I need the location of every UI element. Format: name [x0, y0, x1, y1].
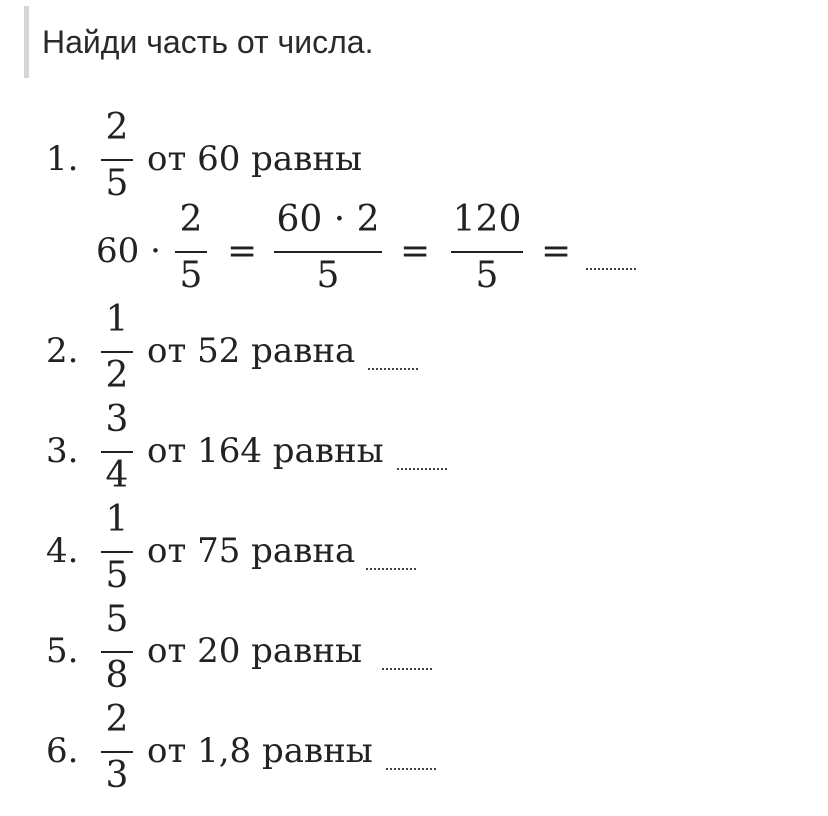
example-fraction-1	[173, 199, 209, 302]
answer-blank[interactable]	[586, 268, 636, 270]
example-multiplier: 60 ·	[96, 231, 161, 271]
fraction-denominator: 5	[316, 255, 340, 296]
fraction-bar	[101, 159, 133, 161]
fraction-denominator: 5	[179, 255, 203, 296]
problem-number: 2.	[46, 331, 79, 371]
problem-fraction	[99, 299, 135, 402]
problem-text: от 60 равны	[147, 139, 363, 179]
fraction-denominator: 5	[105, 555, 129, 596]
example-fraction-2	[272, 199, 384, 302]
answer-blank[interactable]	[386, 768, 436, 770]
fraction-bar	[101, 351, 133, 353]
fraction-bar	[101, 551, 133, 553]
fraction-bar	[274, 251, 382, 253]
fraction-denominator: 4	[105, 455, 129, 496]
equals-sign: =	[400, 231, 431, 272]
answer-blank[interactable]	[368, 368, 418, 370]
problem-fraction	[99, 499, 135, 602]
fraction-numerator: 60 · 2	[276, 199, 380, 240]
answer-blank[interactable]	[366, 568, 416, 570]
fraction-bar	[101, 651, 133, 653]
fraction-bar	[101, 751, 133, 753]
problem-number: 1.	[46, 139, 79, 179]
problem-fraction	[99, 399, 135, 502]
fraction-numerator: 2	[105, 107, 129, 148]
equals-sign: =	[541, 231, 572, 272]
answer-blank[interactable]	[397, 468, 447, 470]
quote-bar	[24, 6, 29, 78]
example-fraction-3	[449, 199, 525, 302]
fraction-bar	[175, 251, 207, 253]
fraction-denominator: 2	[105, 355, 129, 396]
fraction-numerator: 5	[105, 599, 129, 640]
fraction-numerator: 2	[179, 199, 203, 240]
answer-blank[interactable]	[382, 668, 432, 670]
fraction-numerator: 120	[452, 199, 522, 240]
fraction-denominator: 5	[475, 255, 499, 296]
problem-text: от 75 равна	[147, 531, 356, 571]
page-title: Найди часть от числа.	[42, 24, 374, 60]
fraction-numerator: 1	[105, 299, 129, 340]
problem-text: от 20 равны	[147, 631, 363, 671]
problem-fraction	[99, 107, 135, 210]
fraction-bar	[101, 451, 133, 453]
fraction-numerator: 2	[105, 699, 129, 740]
problem-number: 4.	[46, 531, 79, 571]
problem-text: от 1,8 равны	[147, 731, 373, 771]
problem-number: 5.	[46, 631, 79, 671]
equals-sign: =	[227, 231, 258, 272]
fraction-denominator: 5	[105, 163, 129, 204]
fraction-denominator: 3	[105, 755, 129, 796]
fraction-bar	[451, 251, 523, 253]
problem-number: 6.	[46, 731, 79, 771]
fraction-denominator: 8	[105, 655, 129, 696]
problem-fraction	[99, 699, 135, 802]
problem-text: от 164 равны	[147, 431, 384, 471]
problem-fraction	[99, 599, 135, 702]
fraction-numerator: 3	[105, 399, 129, 440]
problem-text: от 52 равна	[147, 331, 356, 371]
fraction-numerator: 1	[105, 499, 129, 540]
problem-number: 3.	[46, 431, 79, 471]
